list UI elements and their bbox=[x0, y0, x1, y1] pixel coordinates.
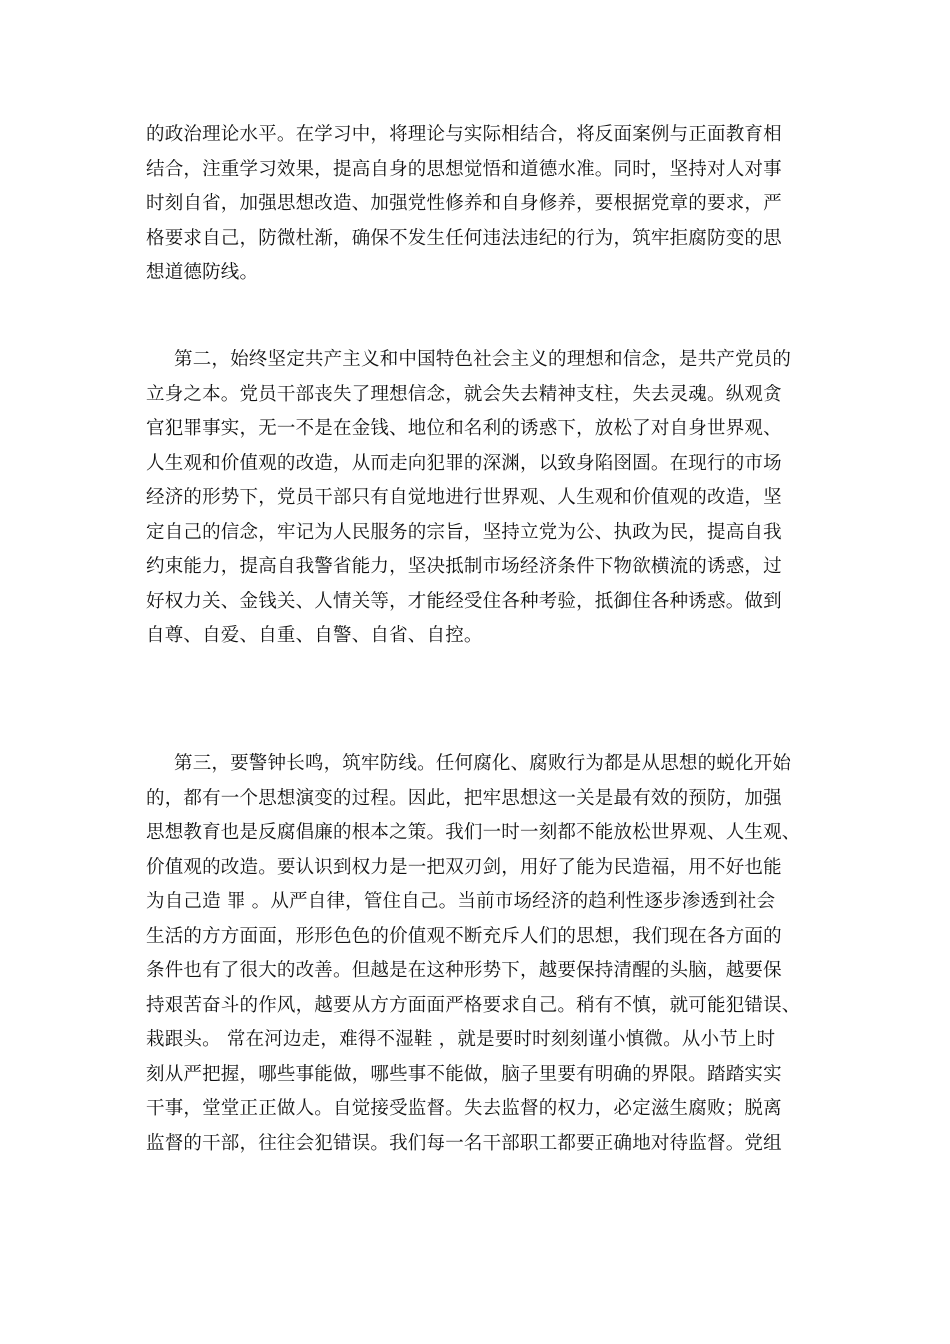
paragraph-line: 立身之本。党员干部丧失了理想信念，就会失去精神支柱，失去灵魂。纵观贪 bbox=[146, 383, 782, 405]
paragraph-theory-study bbox=[146, 118, 808, 291]
paragraph-line: 监督的干部，往往会犯错误。我们每一名干部职工都要正确地对待监督。党组 bbox=[146, 1132, 782, 1154]
paragraph-line: 结合，注重学习效果，提高自身的思想觉悟和道德水准。同时，坚持对人对事 bbox=[146, 158, 782, 180]
paragraph-line: 价值观的改造。要认识到权力是一把双刃剑，用好了能为民造福，用不好也能 bbox=[146, 856, 782, 878]
paragraph-line: 格要求自己，防微杜渐，确保不发生任何违法违纪的行为，筑牢拒腐防变的思 bbox=[146, 227, 782, 249]
paragraph-line: 时刻自省，加强思想改造、加强党性修养和自身修养，要根据党章的要求，严 bbox=[146, 193, 782, 214]
paragraph-line: 定自己的信念，牢记为人民服务的宗旨，坚持立党为公、执政为民，提高自我 bbox=[146, 521, 782, 543]
paragraph-line: 第二，始终坚定共产主义和中国特色社会主义的理想和信念，是共产党员的 bbox=[174, 349, 792, 370]
paragraph-line: 刻从严把握，哪些事能做，哪些事不能做，脑子里要有明确的界限。踏踏实实 bbox=[146, 1063, 782, 1085]
paragraph-line: 栽跟头。 常在河边走，难得不湿鞋 ，就是要时时刻刻谨小慎微。从小节上时 bbox=[146, 1029, 776, 1050]
paragraph-line: 的，都有一个思想演变的过程。因此，把牢思想这一关是最有效的预防，加强 bbox=[146, 787, 782, 809]
paragraph-third-point bbox=[146, 747, 808, 1161]
paragraph-line: 约束能力，提高自我警省能力，坚决抵制市场经济条件下物欲横流的诱惑，过 bbox=[146, 556, 782, 577]
paragraph-line: 干事，堂堂正正做人。自觉接受监督。失去监督的权力，必定滋生腐败；脱离 bbox=[146, 1098, 782, 1119]
paragraph-line: 持艰苦奋斗的作风，越要从方方面面严格要求自己。稍有不慎，就可能犯错误、 bbox=[146, 994, 801, 1016]
paragraph-line: 官犯罪事实，无一不是在金钱、地位和名利的诱惑下，放松了对自身世界观、 bbox=[146, 418, 782, 439]
paragraph-line: 想道德防线。 bbox=[146, 262, 259, 283]
paragraph-second-point bbox=[146, 343, 808, 654]
paragraph-line: 好权力关、金钱关、人情关等，才能经受住各种考验，抵御住各种诱惑。做到 bbox=[146, 590, 782, 612]
paragraph-line: 第三，要警钟长鸣，筑牢防线。任何腐化、腐败行为都是从思想的蜕化开始 bbox=[174, 753, 792, 774]
paragraph-line: 人生观和价值观的改造，从而走向犯罪的深渊，以致身陷囹圄。在现行的市场 bbox=[146, 452, 782, 474]
paragraph-line: 的政治理论水平。在学习中，将理论与实际相结合，将反面案例与正面教育相 bbox=[146, 124, 782, 145]
paragraph-line: 经济的形势下，党员干部只有自觉地进行世界观、人生观和价值观的改造，坚 bbox=[146, 487, 782, 508]
paragraph-line: 思想教育也是反腐倡廉的根本之策。我们一时一刻都不能放松世界观、人生观、 bbox=[146, 822, 801, 843]
paragraph-line: 条件也有了很大的改善。但越是在这种形势下，越要保持清醒的头脑，越要保 bbox=[146, 960, 782, 981]
paragraph-line: 生活的方方面面，形形色色的价值观不断充斥人们的思想，我们现在各方面的 bbox=[146, 925, 782, 947]
paragraph-line: 自尊、自爱、自重、自警、自省、自控。 bbox=[146, 625, 483, 646]
paragraph-line: 为自己造 罪 。从严自律，管住自己。当前市场经济的趋利性逐步渗透到社会 bbox=[146, 891, 776, 912]
